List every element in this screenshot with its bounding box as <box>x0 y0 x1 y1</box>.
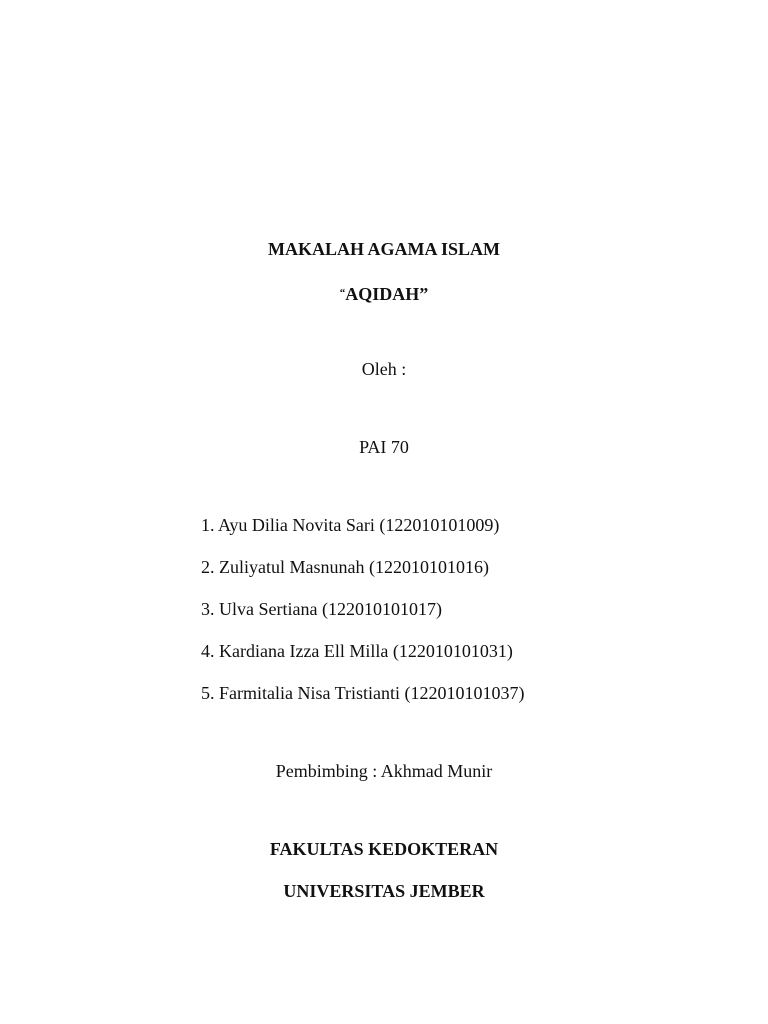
faculty-name: FAKULTAS KEDOKTERAN <box>269 839 499 859</box>
document-subtitle <box>0 282 768 305</box>
member-item: 3. Ulva Sertiana (122010101017) <box>201 599 442 619</box>
advisor-line: Pembimbing : Akhmad Munir <box>275 761 493 781</box>
subtitle-text: AQIDAH” <box>345 284 429 304</box>
by-label: Oleh : <box>361 359 407 379</box>
member-item: 1. Ayu Dilia Novita Sari (122010101009) <box>201 515 500 535</box>
member-item: 4. Kardiana Izza Ell Milla (122010101031) <box>201 641 513 661</box>
subtitle-open-quote: “ <box>339 287 346 299</box>
member-item: 5. Farmitalia Nisa Tristianti (122010101037) <box>201 683 525 703</box>
class-label: PAI 70 <box>359 437 409 457</box>
member-item: 2. Zuliyatul Masnunah (122010101016) <box>201 557 489 577</box>
document-title: MAKALAH AGAMA ISLAM <box>267 239 500 259</box>
university-name: UNIVERSITAS JEMBER <box>283 881 485 901</box>
